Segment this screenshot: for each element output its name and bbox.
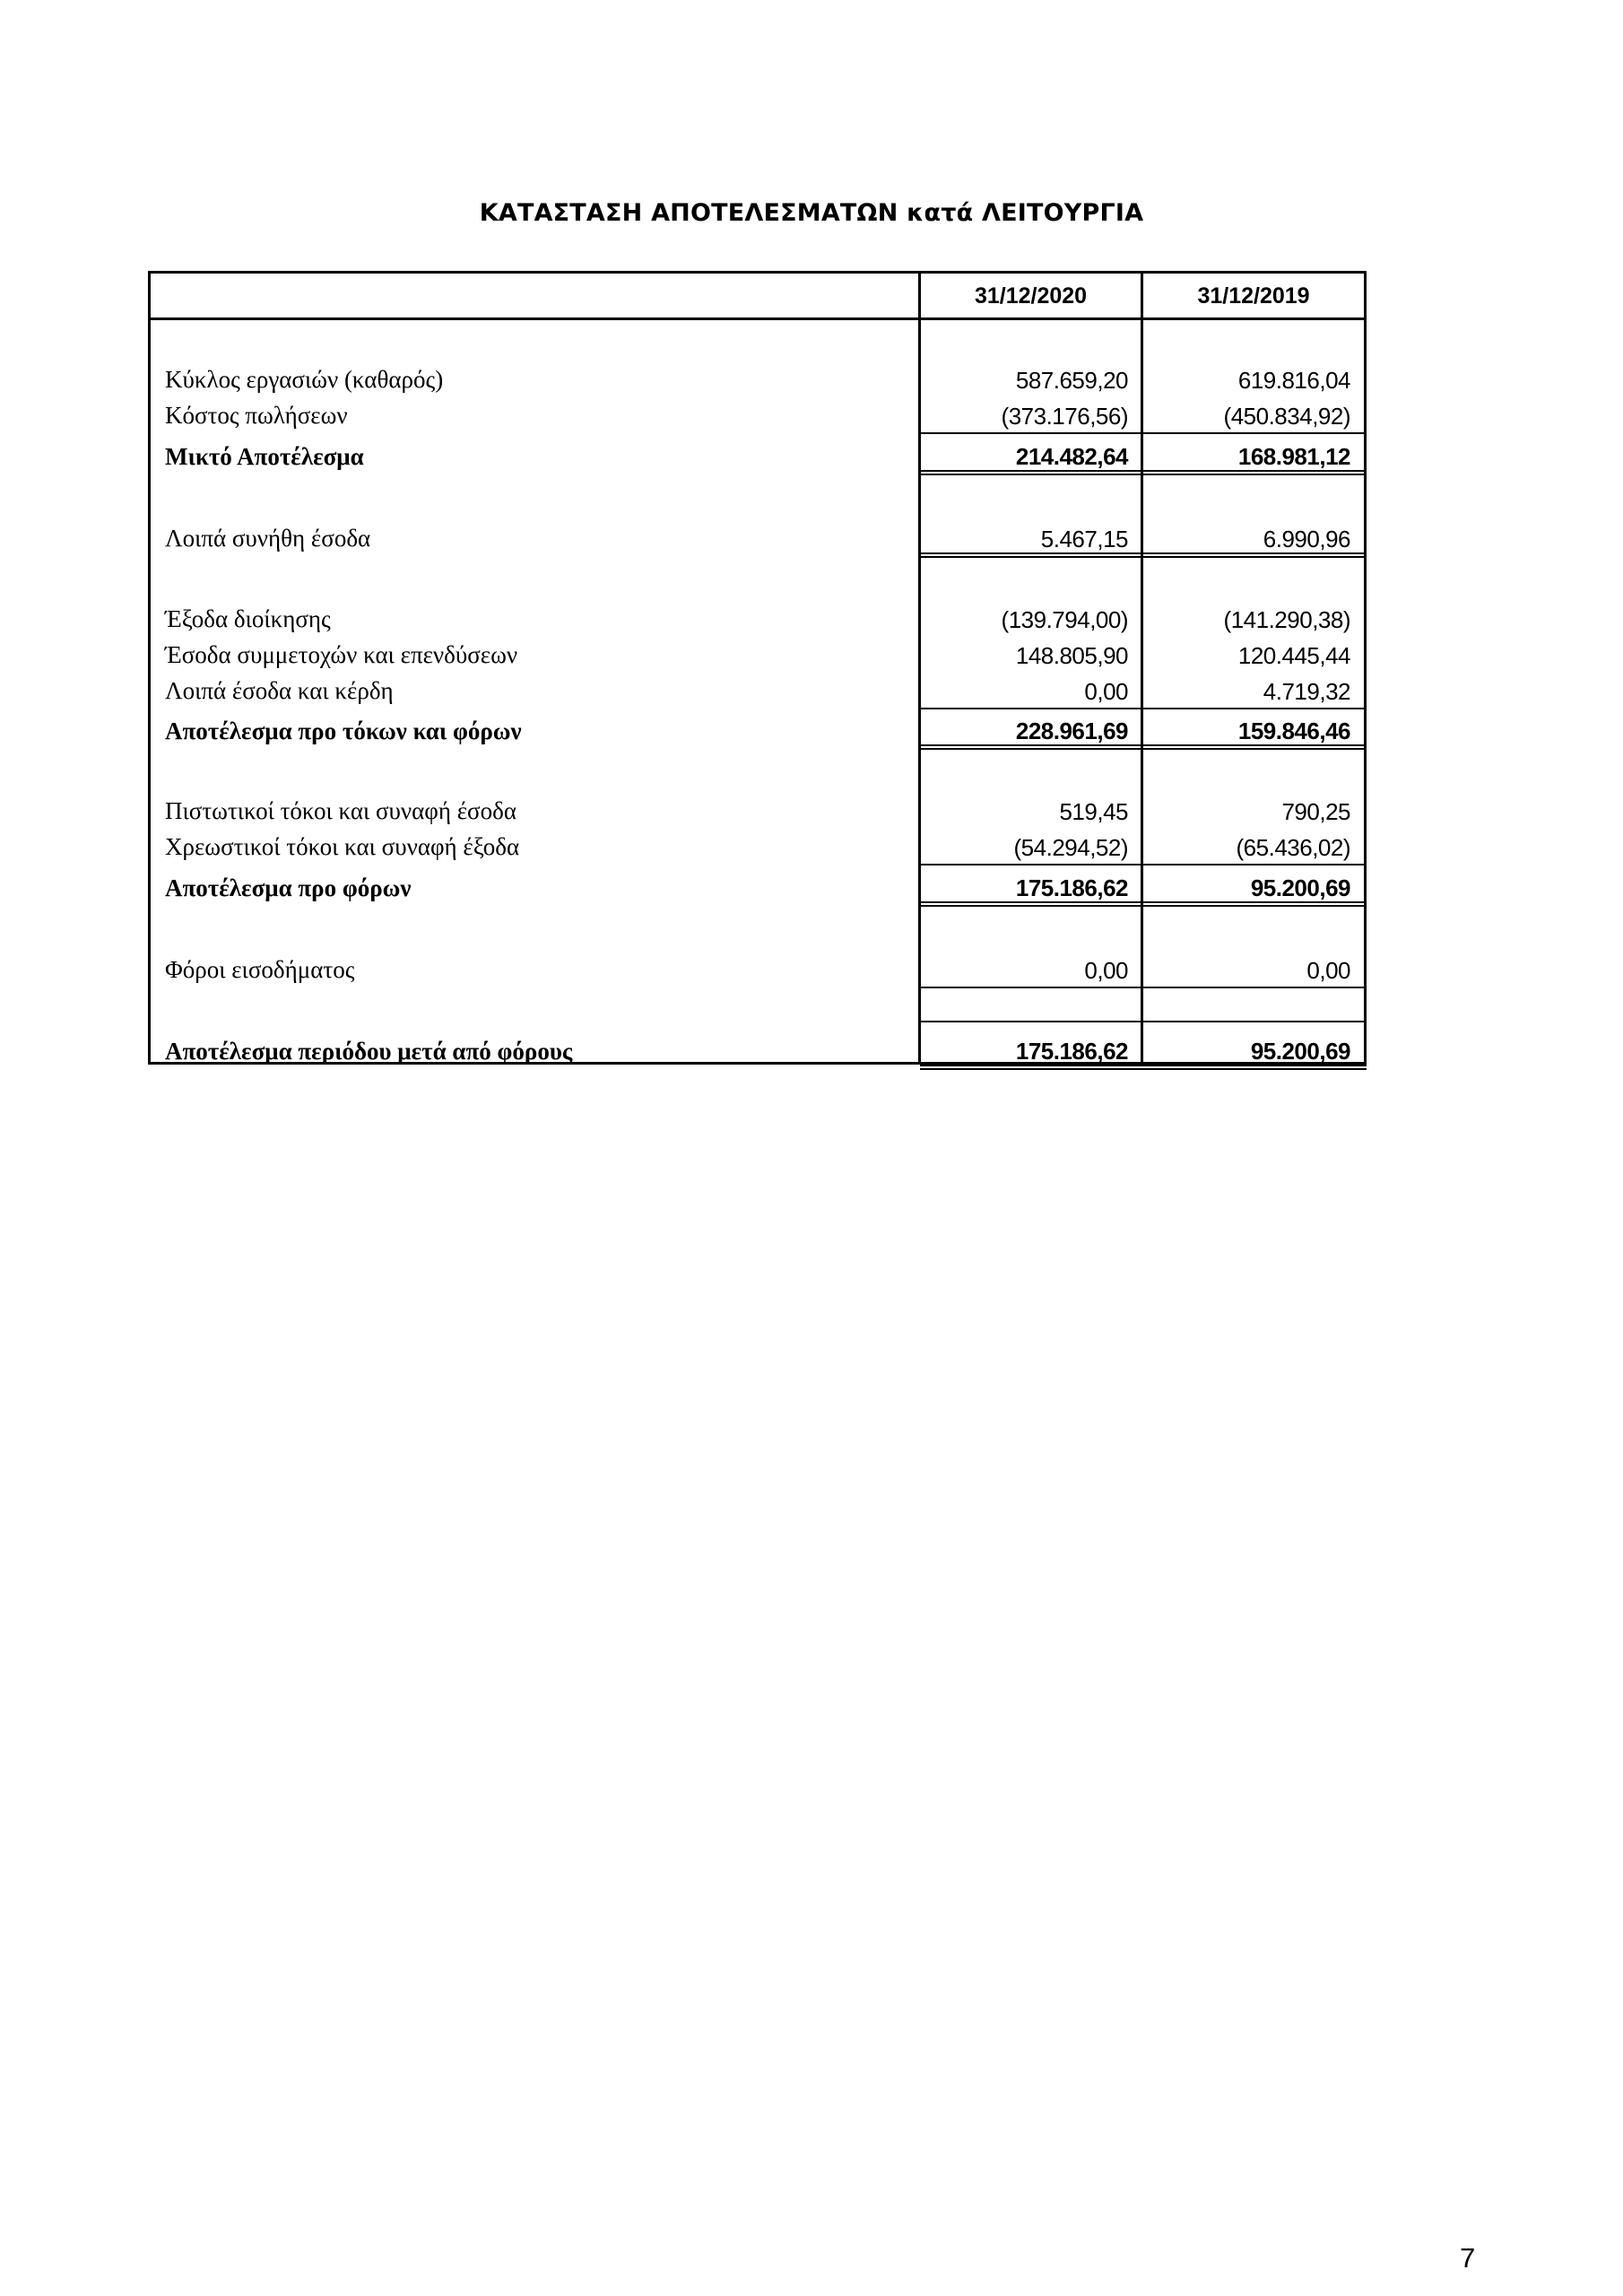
investment-income-2019: 120.445,44: [1237, 642, 1350, 669]
other-ordinary-income-2020: 5.467,15: [1040, 526, 1128, 552]
row-label-revenue: Κύκλος εργασιών (καθαρός): [165, 366, 444, 393]
other-income-gains-2020: 0,00: [1084, 678, 1128, 705]
interest-income-2020: 519,45: [1059, 798, 1128, 825]
result-before-tax-2019: 95.200,69: [1250, 874, 1350, 901]
interest-income-2019: 790,25: [1281, 798, 1350, 825]
row-label-net-result: Αποτέλεσμα περιόδου μετά από φόρους: [165, 1038, 573, 1065]
subtotal-rule: [1142, 708, 1367, 709]
revenue-2019: 619.816,04: [1237, 367, 1350, 394]
column-divider-2: [1141, 271, 1143, 1065]
column-header-2019: 31/12/2019: [1197, 283, 1310, 309]
ebit-2020: 228.961,69: [1015, 718, 1128, 744]
other-ordinary-income-2019: 6.990,96: [1263, 526, 1350, 552]
gross-result-2020: 214.482,64: [1015, 443, 1128, 470]
result-before-tax-2020: 175.186,62: [1015, 874, 1128, 901]
total-double-rule: [920, 552, 1142, 558]
statement-title: ΚΑΤΑΣΤΑΣΗ ΑΠΟΤΕΛΕΣΜΑΤΩΝ κατά ΛΕΙΤΟΥΡΓΙΑ: [479, 199, 1144, 227]
interest-expense-2019: (65.436,02): [1236, 834, 1350, 861]
cost-of-sales-2019: (450.834,92): [1223, 403, 1350, 430]
other-income-gains-2019: 4.719,32: [1263, 678, 1350, 705]
income-tax-2019: 0,00: [1306, 957, 1350, 984]
subtotal-rule: [920, 708, 1142, 709]
row-label-gross-result: Μικτό Αποτέλεσμα: [165, 443, 364, 470]
row-label-admin-expenses: Έξοδα διοίκησης: [165, 605, 331, 632]
page-number: 7: [1460, 2242, 1476, 2274]
total-double-rule: [920, 470, 1142, 475]
subtotal-rule: [920, 432, 1142, 434]
admin-expenses-2020: (139.794,00): [1001, 606, 1128, 633]
gross-result-2019: 168.981,12: [1237, 443, 1350, 470]
net-result-2020: 175.186,62: [1015, 1038, 1128, 1065]
subtotal-rule: [1142, 432, 1367, 434]
total-double-rule: [1142, 1065, 1367, 1070]
column-divider-1: [918, 271, 921, 1065]
subtotal-rule: [920, 987, 1142, 988]
row-label-investment-income: Έσοδα συμμετοχών και επενδύσεων: [165, 641, 518, 668]
row-label-income-tax: Φόροι εισοδήματος: [165, 956, 355, 983]
total-double-rule: [1142, 901, 1367, 907]
subtotal-rule: [1142, 864, 1367, 865]
net-result-2019: 95.200,69: [1250, 1038, 1350, 1065]
total-double-rule: [920, 901, 1142, 907]
cost-of-sales-2020: (373.176,56): [1001, 403, 1128, 430]
admin-expenses-2019: (141.290,38): [1223, 606, 1350, 633]
row-label-result-before-tax: Αποτέλεσμα προ φόρων: [165, 874, 412, 901]
row-label-interest-expense: Χρεωστικοί τόκοι και συναφή έξοδα: [165, 833, 520, 860]
total-double-rule: [1142, 552, 1367, 558]
total-double-rule: [920, 744, 1142, 750]
subtotal-rule: [1142, 1021, 1367, 1022]
income-tax-2020: 0,00: [1084, 957, 1128, 984]
subtotal-rule: [1142, 987, 1367, 988]
row-label-other-ordinary-income: Λοιπά συνήθη έσοδα: [165, 525, 371, 552]
row-label-cost-of-sales: Κόστος πωλήσεων: [165, 402, 348, 429]
investment-income-2020: 148.805,90: [1015, 642, 1128, 669]
row-label-interest-income: Πιστωτικοί τόκοι και συναφή έσοδα: [165, 797, 516, 824]
row-label-ebit: Αποτέλεσμα προ τόκων και φόρων: [165, 718, 522, 744]
revenue-2020: 587.659,20: [1015, 367, 1128, 394]
subtotal-rule: [920, 864, 1142, 865]
row-label-other-income-gains: Λοιπά έσοδα και κέρδη: [165, 677, 394, 704]
ebit-2019: 159.846,46: [1237, 718, 1350, 744]
column-header-2020: 31/12/2020: [974, 283, 1088, 309]
total-double-rule: [1142, 744, 1367, 750]
total-double-rule: [1142, 470, 1367, 475]
subtotal-rule: [920, 1021, 1142, 1022]
total-double-rule: [920, 1065, 1142, 1070]
interest-expense-2020: (54.294,52): [1013, 834, 1128, 861]
